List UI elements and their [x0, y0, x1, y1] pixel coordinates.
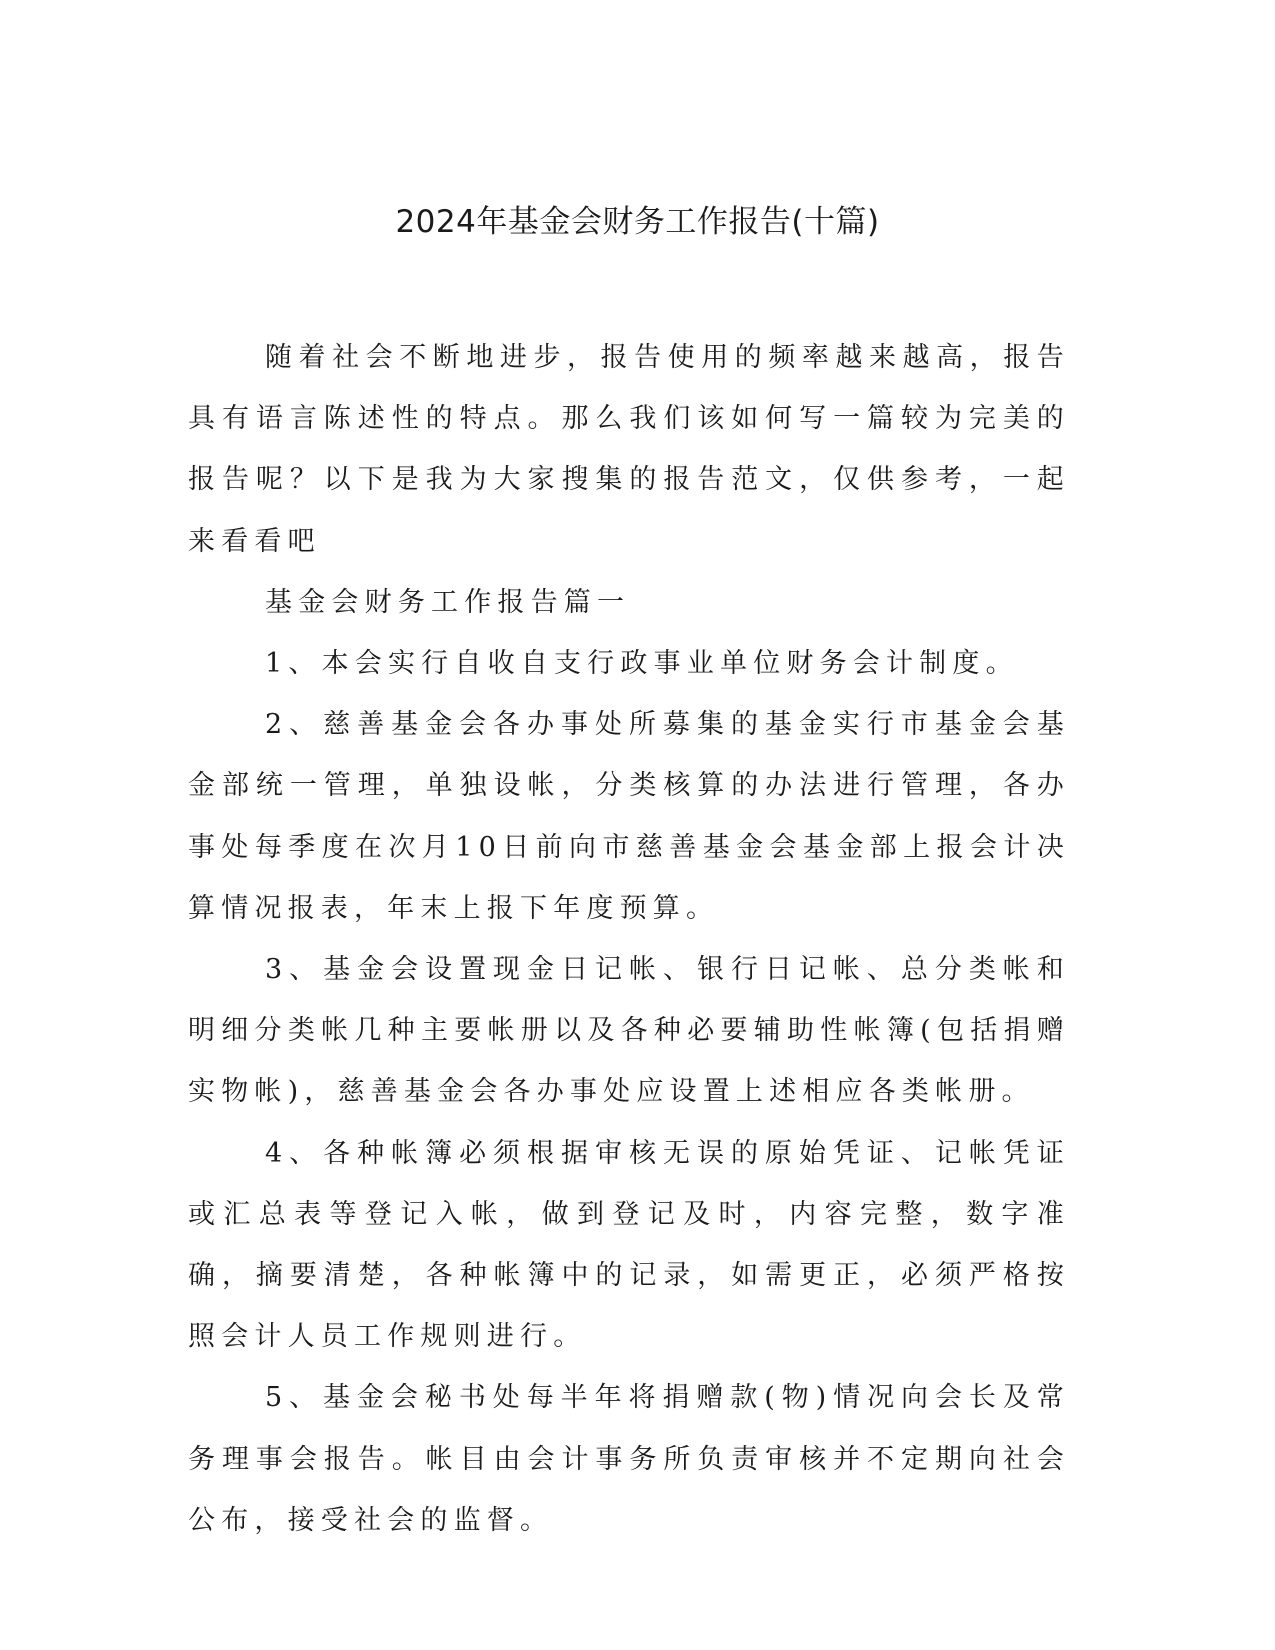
list-item-1: 1、本会实行自收自支行政事业单位财务会计制度。	[265, 648, 1019, 680]
list-item-2: 2、慈善基金会各办事处所募集的基金实行市基金会基金部统一管理，单独设帐，分类核算的办法进行管理，各办事处每季度在次月10日前向市慈善基金会基金部上报会计决算情况报表，年末上报下年度预算。	[188, 709, 1070, 924]
document-body	[188, 327, 1070, 1551]
intro-paragraph: 随着社会不断地进步，报告使用的频率越来越高，报告具有语言陈述性的特点。那么我们该如何写一篇较为完美的报告呢？以下是我为大家搜集的报告范文，仅供参考，一起来看看吧	[188, 342, 1070, 557]
section-heading: 基金会财务工作报告篇一	[265, 586, 631, 618]
document-title: 2024年基金会财务工作报告(十篇)	[395, 204, 880, 240]
list-item-4: 4、各种帐簿必须根据审核无误的原始凭证、记帐凭证或汇总表等登记入帐，做到登记及时，内容完整，数字准确，摘要清楚，各种帐簿中的记录，如需更正，必须严格按照会计人员工作规则进行。	[188, 1137, 1070, 1353]
list-item-3: 3、基金会设置现金日记帐、银行日记帐、总分类帐和明细分类帐几种主要帐册以及各种必要辅助性帐簿(包括捐赠实物帐)，慈善基金会各办事处应设置上述相应各类帐册。	[188, 954, 1070, 1108]
list-item-5: 5、基金会秘书处每半年将捐赠款(物)情况向会长及常务理事会报告。帐目由会计事务所负责审核并不定期向社会公布，接受社会的监督。	[188, 1382, 1070, 1536]
